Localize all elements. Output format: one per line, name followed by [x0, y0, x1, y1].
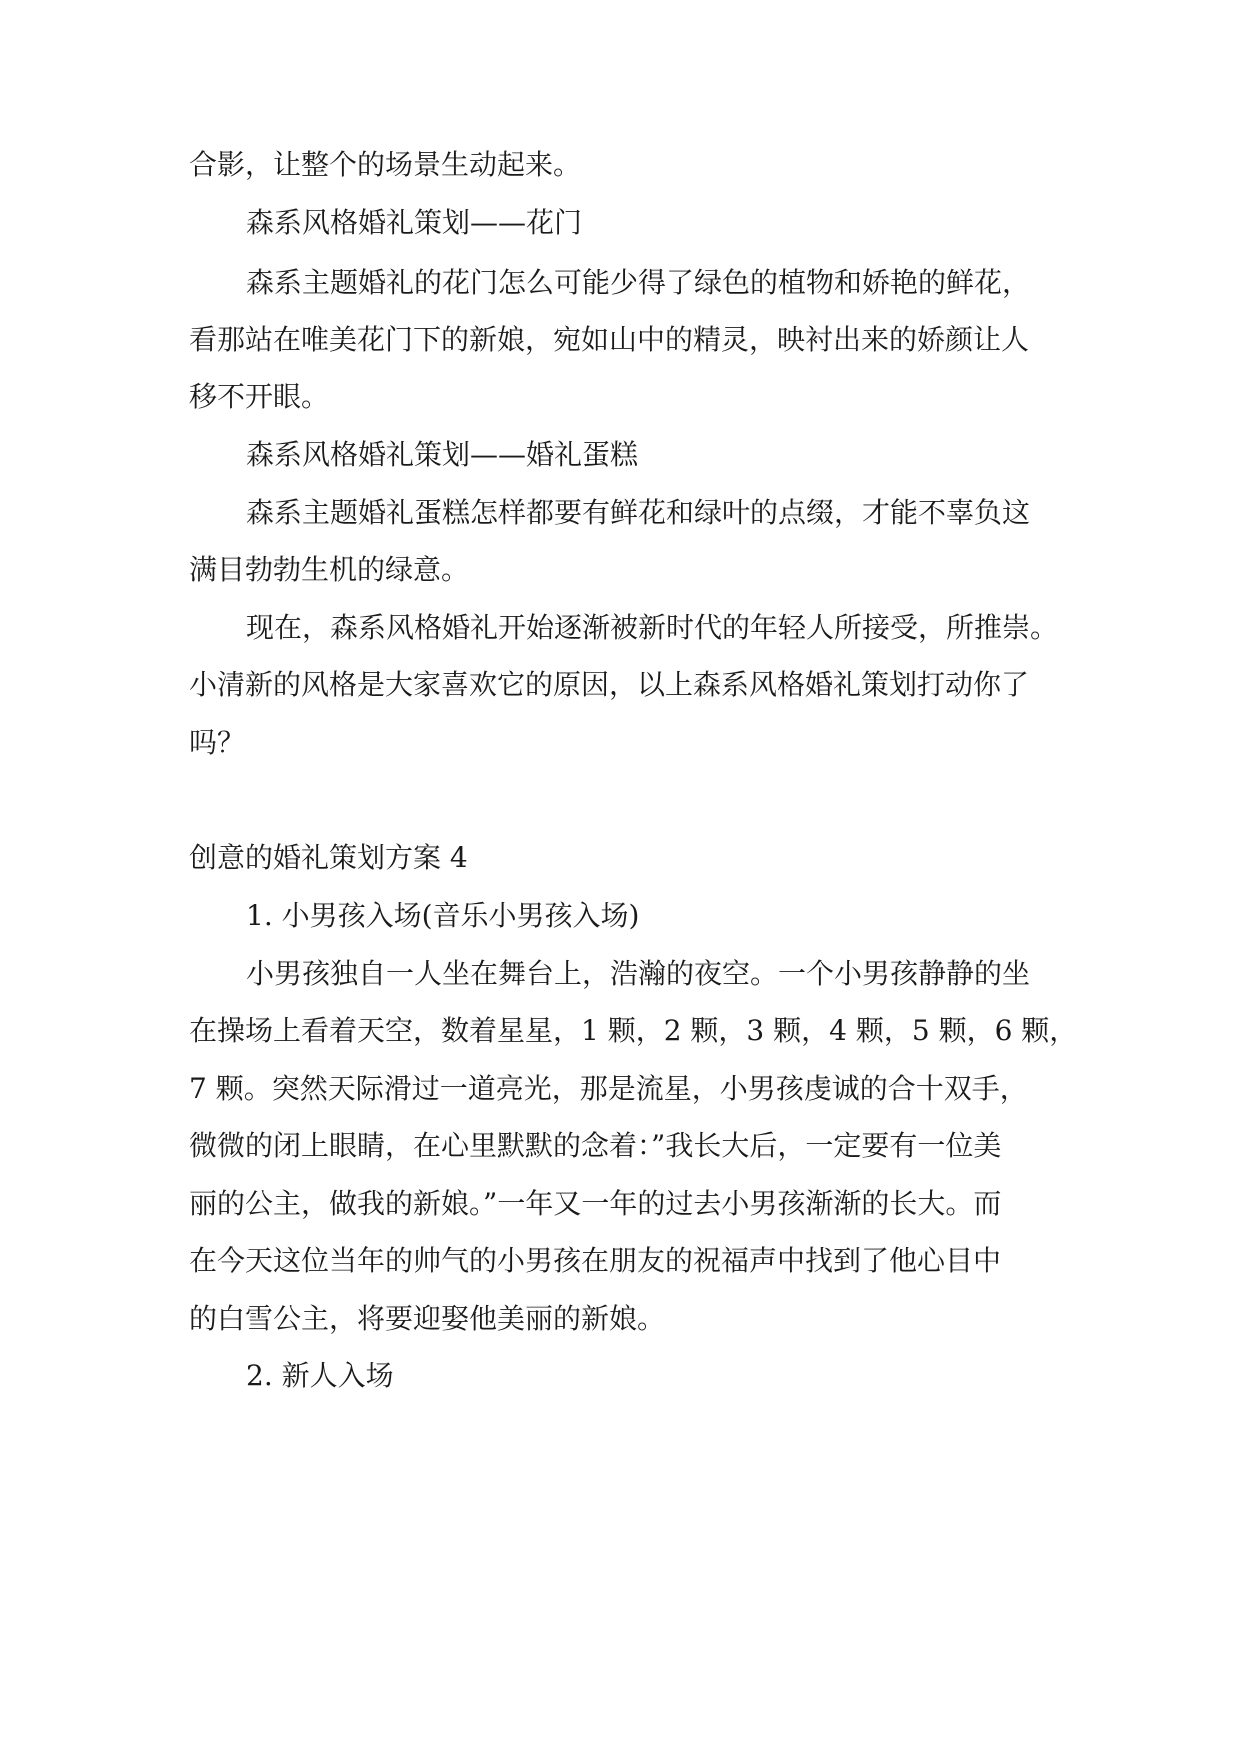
paragraph-line: 的白雪公主，将要迎娶他美丽的新娘。 [189, 1302, 666, 1335]
paragraph-line: 合影，让整个的场景生动起来。 [189, 148, 582, 181]
paragraph-line: 看那站在唯美花门下的新娘，宛如山中的精灵，映衬出来的娇颜让人 [189, 323, 1030, 356]
paragraph-line: 小男孩独自一人坐在舞台上，浩瀚的夜空。一个小男孩静静的坐 [246, 957, 1031, 990]
paragraph-line: 在今天这位当年的帅气的小男孩在朋友的祝福声中找到了他心目中 [189, 1244, 1002, 1277]
paragraph-line: 满目勃勃生机的绿意。 [189, 553, 470, 586]
paragraph-line: 丽的公主，做我的新娘。”一年又一年的过去小男孩渐渐的长大。而 [189, 1187, 1002, 1220]
paragraph-line: 在操场上看着天空，数着星星，1 颗，2 颗，3 颗，4 颗，5 颗，6 颗， [189, 1014, 1078, 1047]
paragraph-line: 7 颗。突然天际滑过一道亮光，那是流星，小男孩虔诚的合十双手， [189, 1072, 1028, 1105]
section-heading-flower-arch: 森系风格婚礼策划——花门 [246, 206, 583, 239]
paragraph-line: 小清新的风格是大家喜欢它的原因，以上森系风格婚礼策划打动你了 [189, 668, 1030, 701]
paragraph-line: 现在，森系风格婚礼开始逐渐被新时代的年轻人所接受，所推崇。 [246, 611, 1059, 644]
numbered-heading: 2. 新人入场 [246, 1359, 394, 1392]
numbered-heading: 1. 小男孩入场(音乐小男孩入场) [246, 899, 640, 932]
paragraph-line: 森系主题婚礼蛋糕怎样都要有鲜花和绿叶的点缀，才能不辜负这 [246, 496, 1031, 529]
section-title: 创意的婚礼策划方案 4 [189, 841, 468, 874]
paragraph-line: 微微的闭上眼睛，在心里默默的念着：”我长大后，一定要有一位美 [189, 1129, 1002, 1162]
section-heading-wedding-cake: 森系风格婚礼策划——婚礼蛋糕 [246, 438, 639, 471]
paragraph-line: 吗？ [189, 726, 246, 759]
paragraph-line: 森系主题婚礼的花门怎么可能少得了绿色的植物和娇艳的鲜花， [246, 266, 1031, 299]
paragraph-line: 移不开眼。 [189, 380, 330, 413]
